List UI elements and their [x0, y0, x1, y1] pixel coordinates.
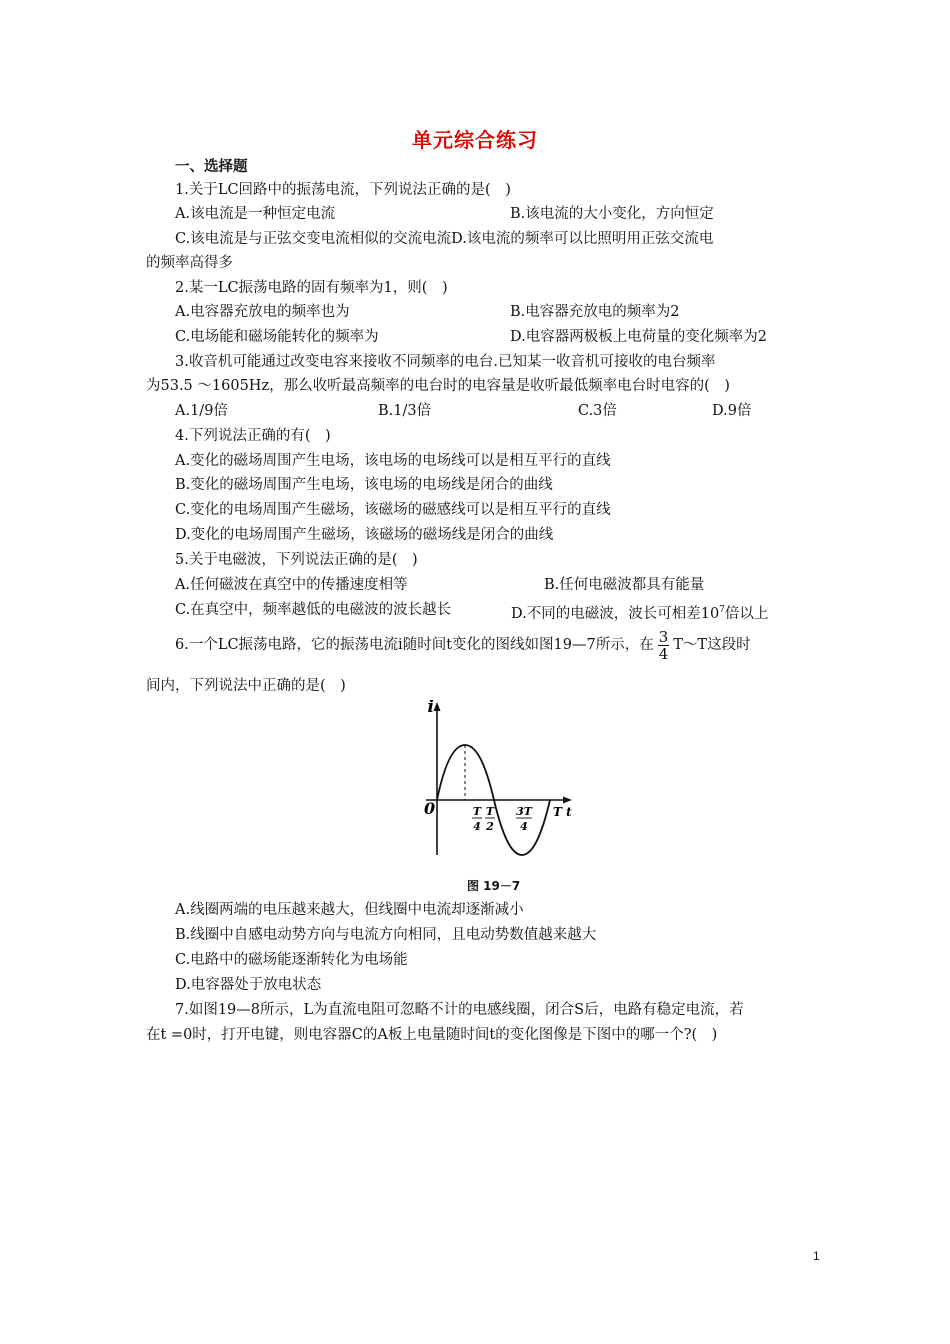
q6-stem-cont: 间内，下列说法中正确的是( )	[146, 678, 346, 694]
q1-stem: 1.关于LC回路中的振荡电流，下列说法正确的是( )	[175, 182, 511, 198]
figure-caption: 图 19－7	[467, 879, 521, 893]
q4-option-b: B.变化的磁场周围产生电场，该电场的电场线是闭合的曲线	[175, 477, 553, 493]
q3-stem-cont: 为53.5 ～1605Hz，那么收听最高频率的电台时的电容量是收听最低频率电台时电容的( )	[146, 378, 730, 394]
q3-stem: 3.收音机可能通过改变电容来接收不同频率的电台.已知某一收音机可接收的电台频率	[175, 354, 716, 370]
q6-stem: 6.一个LC振荡电路，它的振荡电流i随时间t变化的图线如图19—7所示，在 $\frac{3}{4}$ T～T这段时	[175, 627, 751, 663]
q4-option-a: A.变化的磁场周围产生电场，该电场的电场线可以是相互平行的直线	[175, 453, 611, 469]
x-axis-label: T t	[553, 805, 572, 819]
q5-option-d: D.不同的电磁波，波长可相差$10^7$倍以上	[511, 605, 769, 622]
q5-option-a: A.任何磁波在真空中的传播速度相等	[175, 577, 408, 593]
page-number: 1	[813, 1249, 820, 1263]
q4-option-d: D.变化的电场周围产生磁场，该磁场的磁场线是闭合的曲线	[175, 527, 554, 543]
q2-option-b: B.电容器充放电的频率为2	[510, 304, 680, 320]
q1-option-b: B.该电流的大小变化，方向恒定	[510, 206, 714, 222]
q2-option-a: A.电容器充放电的频率也为	[175, 304, 350, 320]
q7-stem: 7.如图19—8所示，L为直流电阻可忽略不计的电感线圈，闭合S后，电路有稳定电流，若	[175, 1002, 744, 1018]
fraction-three-quarters: $\frac{3}{4}$	[658, 627, 669, 663]
q1-option-cd-cont: 的频率高得多	[146, 255, 233, 271]
q2-option-c: C.电场能和磁场能转化的频率为	[175, 329, 379, 345]
tick-3t4-den: 4	[520, 820, 528, 833]
q5-option-b: B.任何电磁波都具有能量	[544, 577, 705, 593]
q3-option-c: C.3倍	[578, 403, 617, 419]
q7-stem-cont: 在t =0时，打开电键，则电容器C的A板上电量随时间t的变化图像是下图中的哪一个?( )	[146, 1027, 718, 1043]
q2-option-d: D.电容器两极板上电荷量的变化频率为2	[510, 329, 767, 345]
current-time-graph	[420, 700, 580, 860]
q3-option-d: D.9倍	[712, 403, 752, 419]
tick-t2-num: T	[485, 805, 495, 818]
page-title: 单元综合练习	[412, 128, 538, 152]
q5-stem: 5.关于电磁波，下列说法正确的是( )	[175, 552, 418, 568]
q1-option-cd: C.该电流是与正弦交变电流相似的交流电流D.该电流的频率可以比照明用正弦交流电	[175, 231, 714, 247]
x-axis-arrow	[563, 797, 572, 804]
q3-option-b: B.1/3倍	[378, 403, 432, 419]
tick-t2-den: 2	[486, 820, 494, 833]
q6-option-c: C.电路中的磁场能逐渐转化为电场能	[175, 952, 408, 968]
q6-option-a: A.线圈两端的电压越来越大，但线圈中电流却逐渐减小	[175, 902, 524, 918]
q4-stem: 4.下列说法正确的有( )	[175, 428, 331, 444]
tick-t4-den: 4	[473, 820, 481, 833]
q6-option-b: B.线圈中自感电动势方向与电流方向相同，且电动势数值越来越大	[175, 927, 597, 943]
section-heading: 一、选择题	[175, 159, 248, 175]
q3-option-a: A.1/9倍	[175, 403, 228, 419]
q1-option-a: A.该电流是一种恒定电流	[175, 206, 336, 222]
q6-option-d: D.电容器处于放电状态	[175, 977, 322, 993]
y-axis-label: i	[427, 700, 434, 717]
q2-stem: 2.某一LC振荡电路的固有频率为1，则( )	[175, 280, 448, 296]
q5-option-c: C.在真空中，频率越低的电磁波的波长越长	[175, 602, 452, 618]
tick-3t4-num: 3T	[516, 805, 532, 818]
y-axis-arrow	[434, 702, 441, 711]
origin-label: 0	[424, 799, 436, 818]
tick-t4-num: T	[472, 805, 482, 818]
q4-option-c: C.变化的电场周围产生磁场，该磁场的磁感线可以是相互平行的直线	[175, 502, 611, 518]
